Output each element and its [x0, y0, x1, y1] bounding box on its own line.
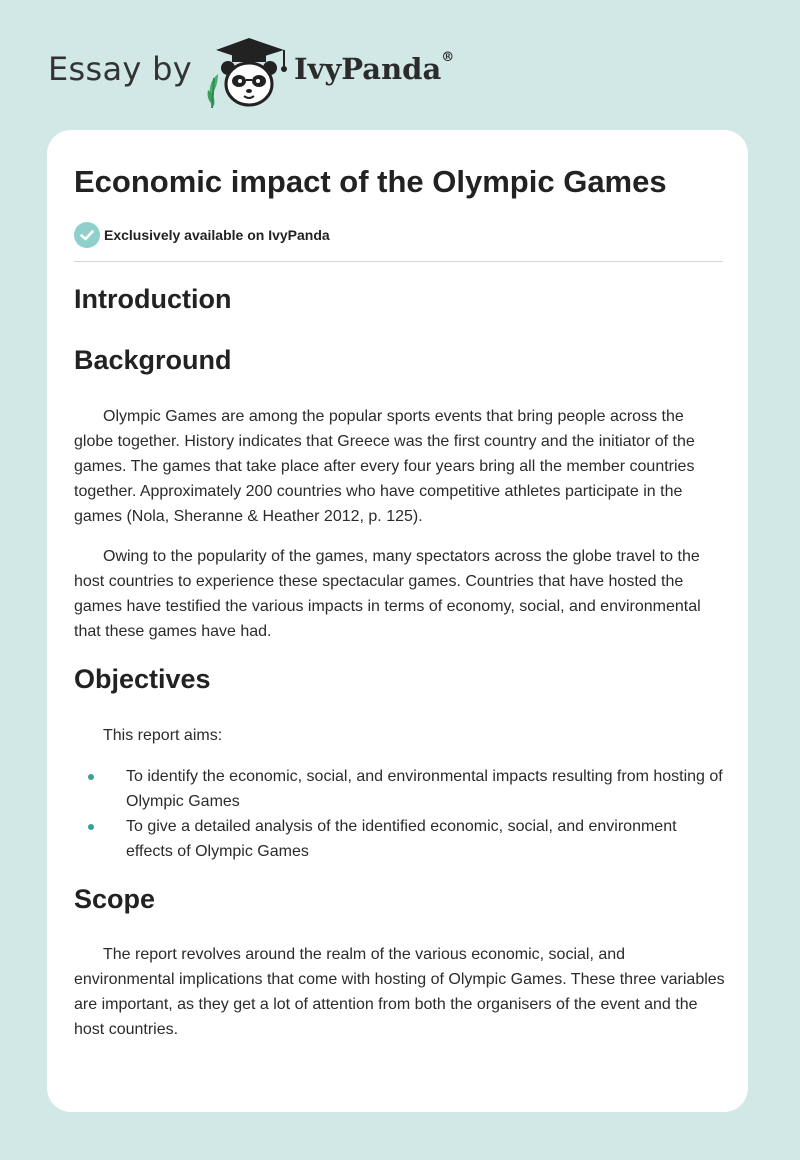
background-paragraph-1: Olympic Games are among the popular sports events that bring people across the globe together. History indicates that Greece was the first country and the initiator of the games. The games that take place after every four years bring all the member countries together. Approximately 200 countries who have competitive athletes participate in the games (Nola, Sheranne & Heather 2012, p. 125).: [74, 408, 695, 525]
title-divider: [74, 261, 723, 262]
list-item: [74, 764, 726, 814]
check-circle-icon: [74, 222, 100, 248]
exclusive-badge-text: Exclusively available on IvyPanda: [104, 227, 330, 243]
background-paragraph-2: Owing to the popularity of the games, many spectators across the globe travel to the host countries to experience these spectacular games. Countries that have hosted the games have testified the various impacts in terms of economy, social, and environmental that these games have had.: [74, 548, 701, 640]
bullet-dot-icon: [88, 774, 94, 780]
brand-name: IvyPanda®: [294, 50, 455, 86]
article-title: Economic impact of the Olympic Games: [74, 164, 667, 199]
list-item: [74, 814, 726, 864]
bullet-dot-icon: [88, 824, 94, 830]
scope-paragraph: The report revolves around the realm of the various economic, social, and environmental implications that come with hosting of Olympic Games. These three variables are important, as they get a lot of attention from both the organisers of the event and the host countries.: [74, 946, 725, 1038]
exclusive-badge: [74, 222, 330, 248]
list-item-text: To give a detailed analysis of the identified economic, social, and environment effects of Olympic Games: [126, 818, 677, 860]
site-brand[interactable]: [48, 34, 508, 114]
essay-by-label: Essay by: [48, 50, 192, 88]
heading-introduction: Introduction: [74, 284, 232, 314]
registered-mark: ®: [441, 50, 455, 65]
heading-background: Background: [74, 345, 232, 375]
list-item-text: To identify the economic, social, and environmental impacts resulting from hosting of Olympic Games: [126, 768, 723, 810]
panda-logo-icon: [202, 34, 296, 110]
article-card: [47, 130, 748, 1112]
objectives-intro: This report aims:: [103, 727, 223, 744]
heading-scope: Scope: [74, 884, 156, 914]
heading-objectives: Objectives: [74, 664, 211, 694]
objectives-list: [74, 764, 726, 864]
